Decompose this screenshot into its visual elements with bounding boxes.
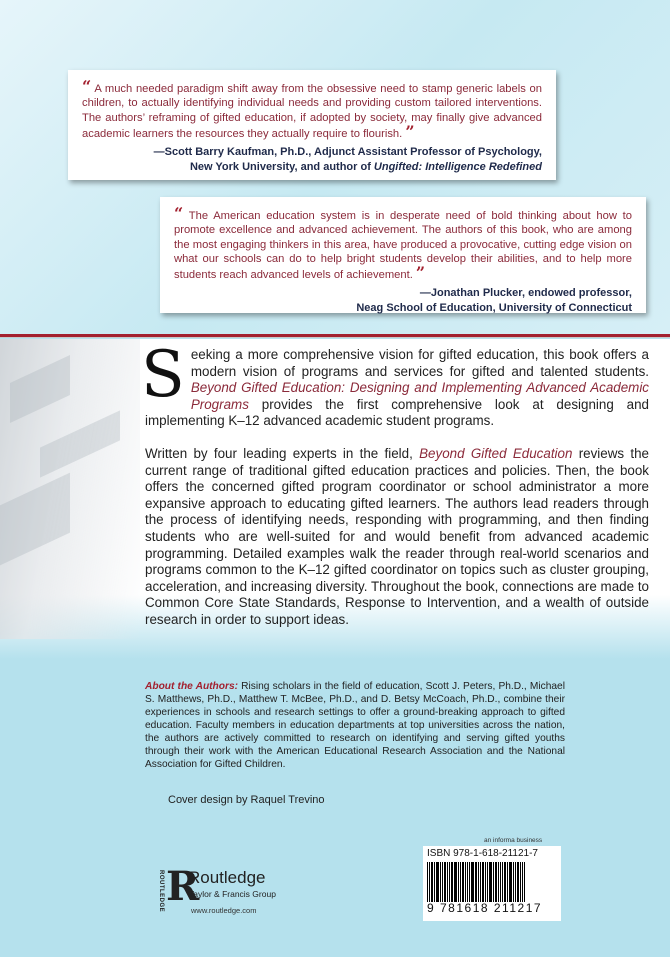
testimonial-text: The American education system is in desperate need of bold thinking about how to promote excellence and advanced achievement. The authors of this book, who are among the most engaging thinkers in this area, have produced a provocative, cutting edge vision on what our schools can do to help bright students develop their abilities, and to help more students reach advanced levels of achievement.	[174, 210, 632, 282]
barcode-bar	[480, 862, 481, 902]
barcode-bar	[460, 862, 461, 902]
divider-line	[0, 334, 670, 338]
close-quote-icon: ”	[405, 121, 415, 141]
barcode-bar	[478, 862, 479, 902]
barcode-bar	[436, 862, 439, 902]
informa-tagline: an informa business	[484, 837, 543, 844]
isbn-barcode	[423, 846, 561, 921]
barcode-bar	[449, 862, 450, 902]
book-title: Beyond Gifted Education	[419, 445, 573, 461]
barcode-bar	[431, 862, 433, 902]
book-title: Beyond Gifted Education: Designing and Implementing Advanced Academic Programs	[190, 380, 649, 412]
close-quote-icon: ”	[415, 263, 426, 283]
barcode-bar	[502, 862, 503, 902]
barcode-bar	[434, 862, 435, 902]
barcode-bar	[462, 862, 464, 902]
barcode-bar	[444, 862, 446, 902]
barcode-bar	[467, 862, 468, 902]
barcode-bar	[454, 862, 457, 902]
book-title: Ungifted: Intelligence Redefined	[373, 160, 542, 173]
cover-design-credit: Cover design by Raquel Trevino	[168, 794, 325, 806]
routledge-r-icon: R	[166, 863, 200, 910]
drop-cap: S	[141, 338, 185, 412]
barcode-bar	[451, 862, 453, 902]
barcode-bar	[524, 862, 525, 902]
open-quote-icon: “	[174, 204, 184, 223]
barcode-bar	[458, 862, 459, 902]
testimonial-attribution: —Scott Barry Kaufman, Ph.D., Adjunct Assistant Professor of Psychology, New York University, and author of Ungifted: Intelligence Redefined	[153, 146, 542, 173]
barcode-bar	[504, 862, 506, 902]
barcode-bar	[515, 862, 516, 902]
barcode-bar	[495, 862, 497, 902]
barcode-bar	[429, 862, 430, 902]
barcode-bar	[471, 862, 474, 902]
about-label: About the Authors:	[145, 681, 239, 692]
barcode-number: 9 781618 211217	[427, 901, 543, 915]
decorative-photo	[0, 339, 140, 639]
barcode-bar	[517, 862, 519, 902]
publisher-url: www.routledge.com	[191, 906, 257, 915]
barcode-bar	[507, 862, 508, 902]
barcode-bar	[427, 862, 428, 902]
barcode-bar	[447, 862, 448, 902]
description-paragraph-2: Written by four leading experts in the field, Beyond Gifted Education reviews the current range of traditional gifted education practices and policies. Then, the book offers the concerned gifted program coordinator or school administrator a more expansive approach to educating gifted learners. The authors lead readers through the process of identifying needs, responding with programming, and then finding students who are well-suited for and would benefit from advanced academic programming. Detailed examples walk the reader through real-world scenarios and programs common to the K–12 gifted coordinator on topics such as cluster grouping, acceleration, and increasing diversity. Throughout the book, connections are made to Common Core State Standards, Response to Intervention, and a wealth of outside research in order to support ideas.	[145, 445, 649, 627]
barcode-bar	[482, 862, 484, 902]
barcode-bar	[500, 862, 501, 902]
testimonial-attribution: —Jonathan Plucker, endowed professor, Neag School of Education, University of Connecticut	[356, 287, 632, 314]
barcode-bar	[493, 862, 494, 902]
barcode-bar	[522, 862, 523, 902]
testimonial-plucker	[160, 197, 646, 313]
about-the-authors: About the Authors: Rising scholars in the field of education, Scott J. Peters, Ph.D., Michael S. Matthews, Ph.D., Matthew T. McBee, Ph.D., and D. Betsy McCoach, Ph.D., combine their experiences in schools and research settings to offer a ground-breaking approach to gifted education. Faculty members in education departments at top universities across the nation, the authors are actively committed to research on identifying and serving gifted youths through their work with the American Educational Research Association and the National Association for Gifted Children.	[145, 681, 565, 770]
barcode-bar	[509, 862, 512, 902]
barcode-bar	[465, 862, 466, 902]
barcode-bar	[513, 862, 514, 902]
testimonial-kaufman	[68, 70, 556, 180]
testimonial-text: A much needed paradigm shift away from the obsessive need to stamp generic labels on children, to actually identifying individual needs and providing custom tailored interventions. The authors’ reframing of gifted education, if adopted by society, may finally give advanced academic learners the resources they actually require to flourish.	[82, 83, 542, 140]
isbn-text: ISBN 978-1-618-21121-7	[427, 848, 538, 859]
barcode-bar	[520, 862, 521, 902]
barcode-bar	[487, 862, 488, 902]
barcode-bar	[485, 862, 486, 902]
description-paragraph-1: Seeking a more comprehensive vision for gifted education, this book offers a modern vision of programs and services for gifted and talented students. Beyond Gifted Education: Designing and Implementing Advanced Academic Programs provides the first comprehensive look at designing and implementing K–12 advanced academic student programs.	[141, 338, 649, 429]
barcode-bar	[440, 862, 441, 902]
open-quote-icon: “	[82, 77, 92, 96]
barcode-bar	[442, 862, 443, 902]
barcode-bars	[427, 862, 557, 902]
barcode-bar	[498, 862, 499, 902]
book-description	[141, 338, 649, 645]
barcode-bar	[475, 862, 477, 902]
routledge-logo: ROUTLEDGE R Routledge Taylor & Francis Group www.routledge.com	[158, 863, 276, 915]
barcode-bar	[469, 862, 470, 902]
barcode-bar	[489, 862, 492, 902]
